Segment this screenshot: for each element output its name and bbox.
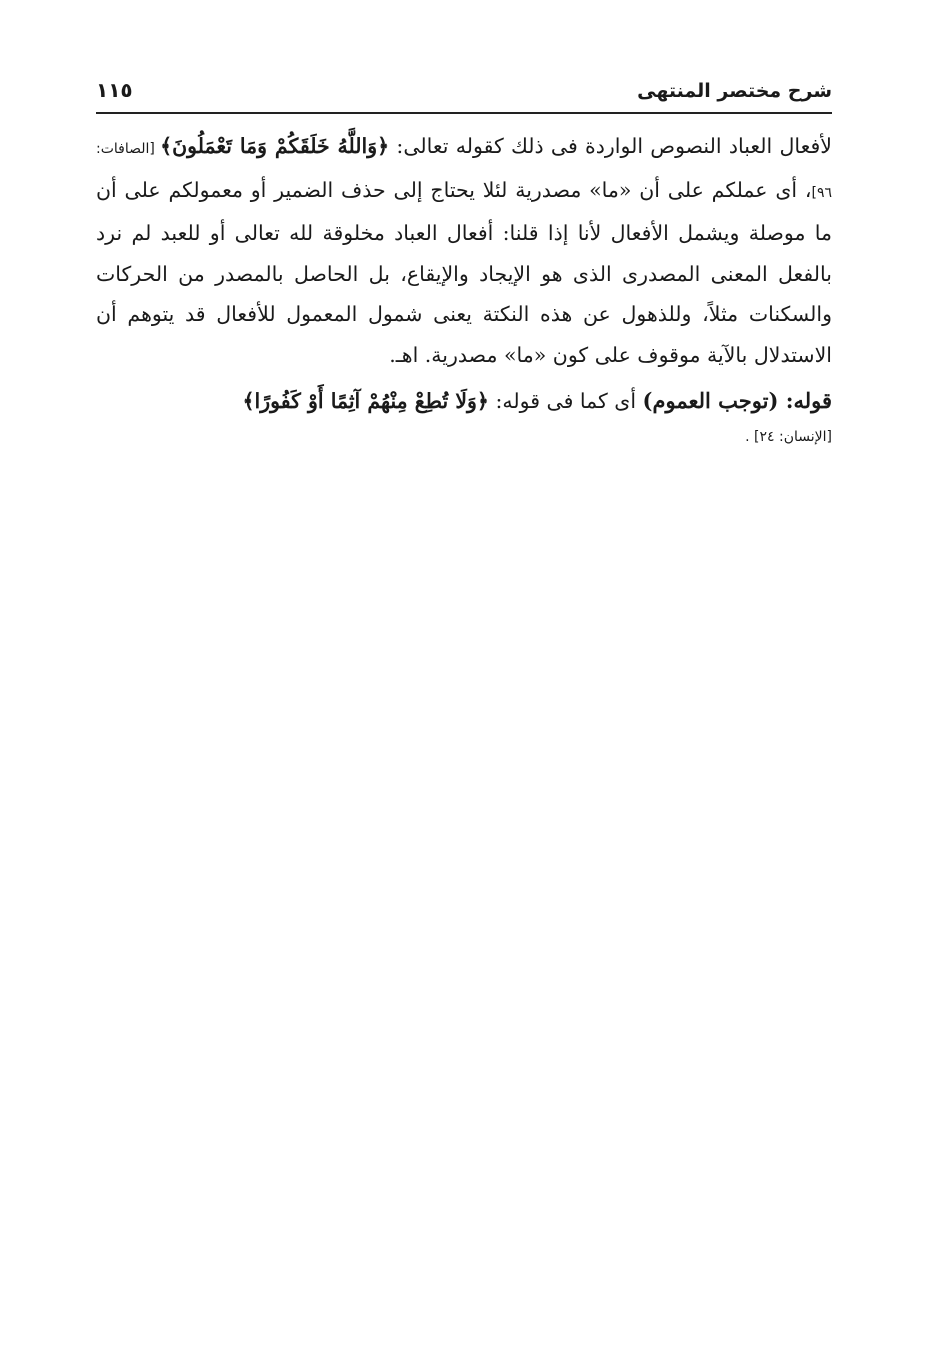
main-text xyxy=(96,126,832,452)
verse-reference: [الصافات: ٩٦] xyxy=(96,141,832,201)
verse-reference: [الإنسان: ٢٤] . xyxy=(745,428,832,445)
paragraph-text: ، أى عملكم على أن «ما» مصدرية لئلا يحتاج إلى حذف الضمير أو معمولكم على أن ما موصلة ويشمل الأفعال لأنا إذا قلنا: أفعال العباد مخلوقة لله تعالى أو للعبد لم نرد بالفعل المعنى المصدرى الذى هو الإيجاد والإيقاع، بل الحاصل بالمصدر من الحركات والسكنات مثلاً، وللذهول عن هذه النكتة يعنى شمول المعمول للأفعال قد يتوهم أن الاستدلال بالآية موقوف على كون «ما» مصدرية. اهـ. xyxy=(96,177,832,367)
gloss-heading: قوله: (توجب العموم) xyxy=(642,388,832,413)
page-number: ١١٥ xyxy=(96,78,133,102)
quran-verse: ﴿وَلَا تُطِعْ مِنْهُمْ آثِمًا أَوْ كَفُورًا﴾ xyxy=(242,389,489,413)
paragraph-gloss xyxy=(96,381,832,452)
header-divider xyxy=(96,112,832,114)
paragraph-text: لأفعال العباد النصوص الواردة فى ذلك كقوله تعالى: xyxy=(389,134,832,158)
paragraph-commentary xyxy=(96,126,832,375)
page-header xyxy=(96,76,832,110)
running-title: شرح مختصر المنتهى xyxy=(637,80,832,102)
quran-verse: ﴿وَاللَّهُ خَلَقَكُمْ وَمَا تَعْمَلُونَ﴾ xyxy=(160,134,390,158)
paragraph-text: أى كما فى قوله: xyxy=(488,389,643,413)
